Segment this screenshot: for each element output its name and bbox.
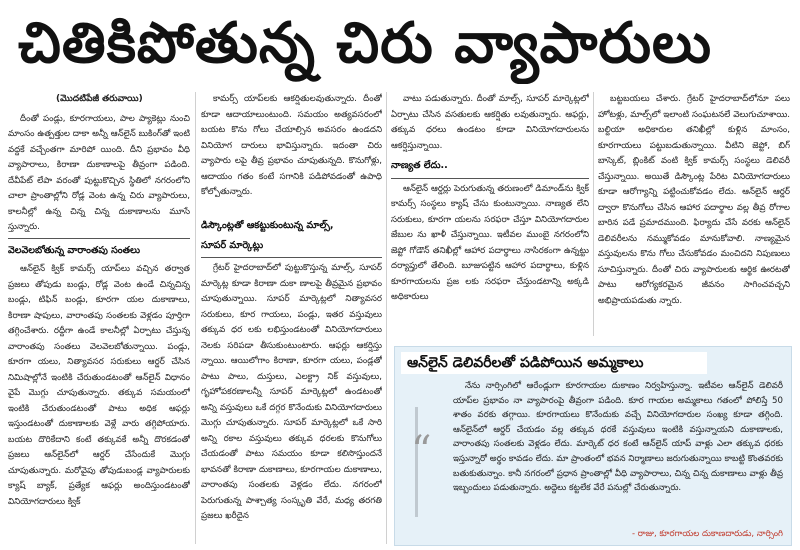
paragraph: వాటు పడుతున్నారు. దీంతో మాల్స్, సూపర్ మార్కెట్లలో ఏర్పాటు చేసిన వసతులకు ఆకర్షితు లవుతున్నారు. ఆఫర్లు, తక్కువ ధరలు ఉండటం కూడా వినియోగదారులను ఆకర్షిస్తున్నాయి. [391,94,589,151]
paragraph: నేను నార్సింగిలో ఆరేండ్లుగా కూరగాయల దుకాణం నిర్వహిస్తున్నా. ఇటీవల ఆన్‌లైన్ డెలివరీ యాప్‌ల ప్రభావం నా వ్యాపారంపై తీవ్రంగా పడింది. కూర గాయల అమ్మకాలు గతంలో పోలిస్తే 50 శాతం వరకు తగ్గాయి. కూరగాయలు కొనేందుకు వచ్చే వినియోగదారుల సంఖ్య కూడా తగ్గింది. ఆన్‌లైన్‌లో ఆర్డర్ చేయడం వల్ల తక్కువ ధరకే వస్తువులు ఇంటికి వస్తున్నాయని దుకాణాలకు, వారాంతపు సంతలకు వెళ్లడం లేదు. మార్కెట్ ధర కంటే ఆన్‌లైన్ యాప్ వాళ్లు ఎలా తక్కువ ధరకు ఇస్తున్నారో అర్థం కావడం లేదు. మా ప్రాంతంలో భవన నిర్మాణాలు జరుగుతున్నాయి కాబట్టి కొంతవరకు బతుకుతున్నాం. కానీ నగరంలో ప్రధాన ప్రాంతాల్లో వీధి వ్యాపారాలు, చిన్న చిన్న దుకాణాలు వాళ్లు తీవ్ర ఇబ్బందులు పడుతున్నారు. అద్దెలు కట్టలేక వేరే పనుల్లో చేరుతున్నారు. [453,381,783,494]
paragraph: దీంతో పండ్లు, కూరగాయలు, పాల ప్యాకెట్లు నుంచి మాంసం ఉత్పత్తుల దాకా అన్నీ ఆన్‌లైన్ బుకింగ్‌తో ఇంటి వద్దకే వచ్చేంతగా మారిపో యింది. దీని ప్రభావం వీధి వ్యాపారాలు, కిరాణా దుకాణాలపై తీవ్రంగా పడింది. దేవీపేట్ లేపా వరంతో పుట్టుకొచ్చిన స్థితిలో నగరంలోని చాలా ప్రాంతాల్లోని రోడ్ల వెంట ఉన్న చిరు వ్యాపారులు, కాలనీల్లో ఉన్న చిన్న చిన్న దుకాణాలను మూసే స్తున్నారు. [8,113,190,232]
quote-box-title: ఆన్‌లైన్ డెలివరీలతో పడిపోయిన అమ్మకాలు [401,352,707,374]
paragraph: బట్టబయలు చేశారు. గ్రేటర్ హైదరాబాద్‌లోనూ పలు హోటళ్లు, మాల్స్‌లో ఇలాంటి సంఘటనలే వెలుగుచూశాయి. బల్దియా అధికారుల తనిఖీల్లో కుళ్లిన మాంసం, కూరగాయలు పట్టుబడుతున్నాయి. వీటిని జెప్టో, బిగ్ బాస్కెట్, బ్లింకిట్ వంటి క్విక్ కామర్స్ సంస్థలు డెలివరీ చేస్తున్నాయి. అయితే డిస్కౌంట్ల పేరిట వినియోగదారులు కూడా ఆరోగ్యాన్ని పట్టించుకోవడం లేదు. ఆన్‌లైన్ ఆర్డర్ ద్వారా కొనుగోలు చేసిన ఆహార పదార్థాల వల్ల తీవ్ర రోగాల బారిన పడే ప్రమాదముంది. ఫిర్యాదు చేసే వరకు ఆన్‌లైన్ డెలివరీలను నమ్ముకోవడం మానుకోవాలి. నాణ్యమైన వస్తువులను కొను గోలు చేసుకోవడం మంచిదని నిపుణులు సూచిస్తున్నారు. దీంతో చిరు వ్యాపారులకు ఆర్థిక ఊరటతో పాటు ఆరోగ్యకరమైన జీవనం సాగించవచ్చని అభిప్రాయపడుతు న్నారు. [598,94,790,306]
column-divider [593,92,594,336]
quote-mark-icon: “ [411,428,432,474]
column-2-bottom [201,214,382,544]
subhead-rule [8,238,190,239]
paragraph: కామర్స్ యాప్‌లకు ఆకర్షితులవుతున్నారు. దీంతో కూడా ఆదాయాలుంటుంది. సమయం అత్యవసరంలో బయట కొను గోలు చేయాల్సిన అవసరం ఉండదని వినియోగ దారులు భావిస్తున్నారు. ఇదంతా చిరు వ్యాపారు లపై తీవ్ర ప్రభావం చూపుతున్నది. కొనుగోళ్లు, ఆదాయం గతం కంటే సగానికి పడిపోవడంతో ఉపాధి కోల్పోతున్నారు. [201,94,382,197]
subheading: వెలవెలబోతున్న వారాంతపు సంతలు [8,244,141,256]
column-divider [195,92,196,544]
column-4 [598,92,790,336]
continued-credit: ( మొదటిపేజీ తరువాయి ) [56,92,190,108]
quote-box [394,346,792,546]
subhead-rule [391,178,589,179]
column-divider [386,92,387,544]
paragraph: ఆన్‌లైన్ ఆర్డర్లు పెరుగుతున్న తరుణంలో డిమాండ్‌ను క్విక్ కామర్స్ సంస్థలు క్యాష్ చేసు కుంటున్నాయి. నాణ్యత లేని సరుకులు, కూరగా యలను సరఫరా చేస్తూ వినియోగదారుల జేబుల ను ఖాళీ చేస్తున్నాయి. ఇటీవల ముంబై నగరంలోని జెప్టో గోడౌన్ తనిఖీల్లో ఆహార పదార్థాలు నాసిరకంగా ఉన్నట్టు దర్యాప్తులో తేలింది. బూజుపట్టిన ఆహార పదార్థాలు, కుళ్లిన కూరగాయలను ప్రజ లకు సరఫరా చేస్తుండటాన్ని అక్కడి అధికారులు [391,183,589,302]
column-1 [8,92,190,544]
subhead-rule [201,257,382,258]
subheading: నాణ్యత లేదు.. [391,160,448,171]
quote-attribution: - రాజు, కూరగాయల దుకాణదారుడు, నార్సింగి [631,529,783,539]
subheading: డిస్కౌంట్లతో ఆకట్టుకుంటున్న మాల్స్, [201,220,334,231]
headline: చితికిపోతున్న చిరు వ్యాపారులు [18,11,713,76]
subheading: సూపర్ మార్కెట్లు [201,239,264,251]
quote-box-body [453,379,783,531]
column-3 [391,92,589,338]
paragraph: ఆన్‌లైన్ క్విక్ కామర్స్ యాప్‌లు వచ్చిన తర్వాత ప్రజలు తోపుడు బండ్లు, రోడ్ల వెంట ఉండే చిన్నచిన్న బండ్లు, టిఫిన్ బండ్లు, కూరగా యల దుకాణాలు, కిరాణా షాపులు, వారాంతపు సంతలకు వెళ్లడం పూర్తిగా తగ్గించేశారు. రద్దీగా ఉండే కాలనీల్లో ఏర్పాటు చేస్తున్న వారాంతపు సంతలు వెలవెలబోతున్నాయి. పండ్లు, కూరగా యలు, నిత్యావసర సరుకులు ఆర్డర్ చేసిన నిమిషాల్లోనే ఇంటికి చేరుతుండటంతో ఆన్‌లైన్ విధానం వైపే మొగ్గు చూపుతున్నారు. తక్కువ సమయంలో ఇంటికి చేరుతుండటంతో పాటు అధిక ఆఫర్లు ఇస్తుండటంతో దుకాణాలకు వెళ్లే వారు తగ్గిపోయారు. బయట దొరికేదాని కంటే తక్కువకే అన్నీ దొరకడంతో ప్రజలు ఆన్‌లైన్‌లో ఆర్డర్ చేసేందుకే మొగ్గు చూపుతున్నారు. మరోవైపు తోపుడుబండ్ల వ్యాపారులకు క్యాష్ బ్యాక్, ప్రత్యేక ఆఫర్లు అందిస్తుండటంతో వినియోగదారులు క్విక్ [8,264,190,507]
paragraph: గ్రేటర్ హైదరాబాద్‌లో పుట్టుకొస్తున్న మాల్స్, సూపర్ మార్కెట్ల కూడా కిరాణా దుకా ణాలపై తీవ్రమైన ప్రభావం చూపుతున్నాయి. సూపర్ మార్కెట్లలో నిత్యావసర సరుకులు, కూర గాయలు, పండ్లు, ఇతర వస్తువులు తక్కువ ధర లకు లభిస్తుండటంతో వినియోగదారులు నెలకు సరిపడా తీసుకుంటుంటారు. ఆఫర్లు ఆకర్షిస్తు న్నాయి. ఆయిలోగాం కిరాణా, కూరగా యలు, పండ్లతో పాటు పాలు, దుస్తులు, ఎలక్ట్రా నిక్ వస్తువులు, గృహోపకరణాలన్నీ సూపర్ మార్కెట్లలో ఉండటంతో అన్ని వస్తువులు ఒకే దగ్గర కొనేందుకు వినియోగదారులు మొగ్గు చూపుతున్నారు. సూపర్ మార్కెట్లలో ఒకే సారి అన్ని రకాల వస్తువులు తక్కువ ధరలకు కొనుగోలు చేయడంతో పాటు సమయం కూడా కలిసొస్తుందనే భావనతో కిరాణా దుకాణాలు, కూరగాయల దుకాణాలు, వారాంతపు సంతలకు వెళ్లడం లేదు. నగరంలో పెరుగుతున్న పాశ్చాత్య సంస్కృతి వేరే, మధ్య తరగతి ప్రజలు ఖరీదైన [201,263,382,521]
